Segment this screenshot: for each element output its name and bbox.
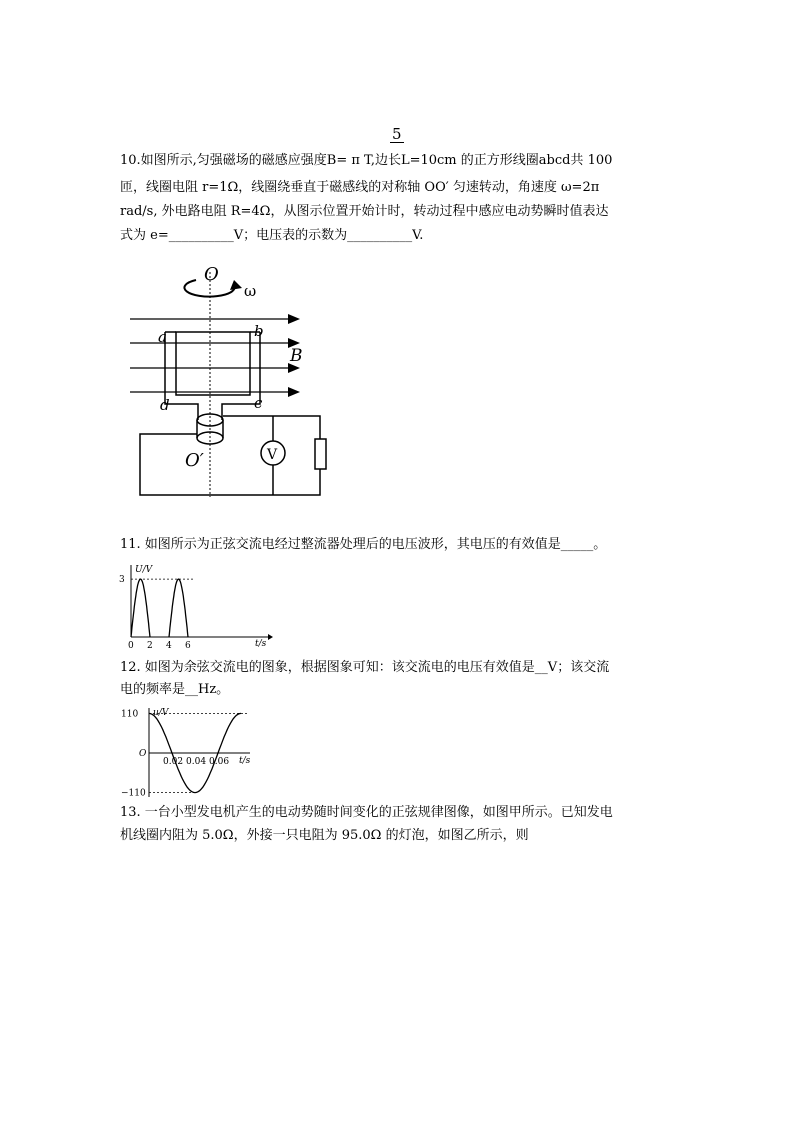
q12-line-2: 电的频率是__Hz。 bbox=[120, 682, 230, 697]
q11-series-hump-2 bbox=[169, 579, 188, 637]
label-o-bottom: O′ bbox=[185, 450, 204, 471]
q10-coil-figure bbox=[130, 262, 340, 502]
q11-xlabel: t/s bbox=[255, 639, 267, 649]
q10-line-2: 匝，线圈电阻 r=1Ω，线圈绕垂直于磁感线的对称轴 OO′ 匀速转动，角速度 ω=2π bbox=[120, 180, 600, 195]
q12-xtick-label: 0.06 bbox=[209, 757, 230, 767]
q11-xtick-label: 2 bbox=[147, 641, 153, 651]
label-c: c bbox=[254, 394, 263, 412]
label-omega: ω bbox=[244, 282, 257, 300]
q10-line-3: rad/s, 外电路电阻 R=4Ω，从图示位置开始计时，转动过程中感应电动势瞬时值表达 bbox=[120, 204, 609, 219]
label-b: b bbox=[254, 322, 264, 340]
q11-xtick-label: 0 bbox=[128, 641, 134, 651]
q12-xtick-label: 0.04 bbox=[186, 757, 207, 767]
q11-text: 11. 如图所示为正弦交流电经过整流器处理后的电压波形，其电压的有效值是_____。 bbox=[120, 537, 607, 552]
q11-ylabel: U/V bbox=[135, 565, 153, 575]
q12-ytick-label: 110 bbox=[121, 709, 139, 720]
q10-line-4: 式为 e=__________V；电压表的示数为__________V. bbox=[120, 228, 424, 243]
label-o-top: O bbox=[204, 264, 219, 285]
label-voltmeter: V bbox=[267, 447, 278, 463]
q13-line-2: 机线圈内阻为 5.0Ω，外接一只电阻为 95.0Ω 的灯泡，如图乙所示，则 bbox=[120, 828, 529, 843]
q12-chart bbox=[115, 705, 255, 800]
label-d: d bbox=[160, 396, 170, 414]
q12-xlabel: t/s bbox=[239, 756, 251, 766]
q11-chart bbox=[113, 562, 273, 652]
q13-line-1: 13. 一台小型发电机产生的电动势随时间变化的正弦规律图像，如图甲所示。已知发电 bbox=[120, 805, 613, 820]
q12-ylabel: u/V bbox=[153, 708, 169, 718]
q12-ytick-label: −110 bbox=[121, 788, 146, 799]
q12-ytick-label: O bbox=[139, 749, 147, 759]
q12-line-1: 12. 如图为余弦交流电的图象，根据图象可知：该交流电的电压有效值是__V；该交流 bbox=[120, 660, 610, 675]
q10-line-1: 10.如图所示,匀强磁场的磁感应强度B= π T,边长L=10cm 的正方形线圈abcd共 100 bbox=[120, 153, 613, 168]
q11-series-hump-1 bbox=[131, 579, 150, 637]
q11-ytick-label: 3 bbox=[119, 575, 125, 586]
fraction-numerator: 5 bbox=[392, 125, 402, 143]
resistor-icon bbox=[315, 439, 326, 469]
label-a: a bbox=[158, 328, 167, 346]
label-b-field: B bbox=[290, 346, 303, 366]
q11-xtick-label: 4 bbox=[166, 641, 172, 651]
q11-xtick-label: 6 bbox=[185, 641, 191, 651]
q12-xtick-label: 0.02 bbox=[163, 757, 184, 767]
